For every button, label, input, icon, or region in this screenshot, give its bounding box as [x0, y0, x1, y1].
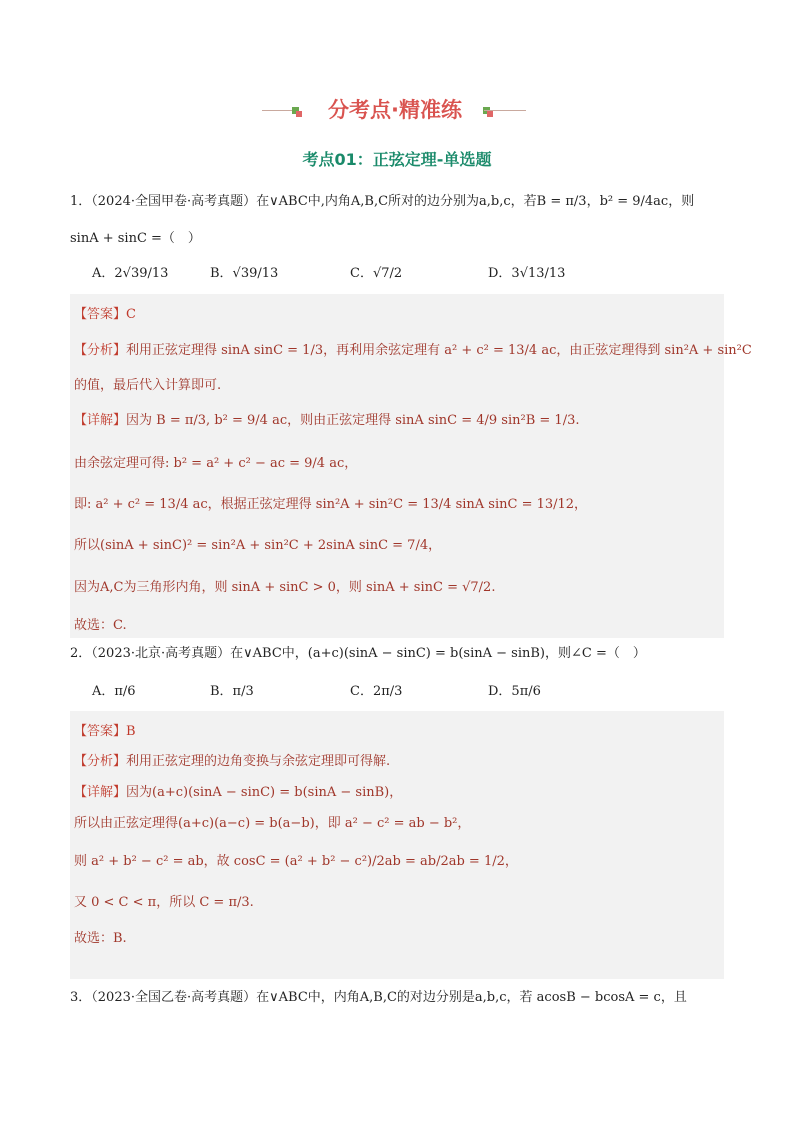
q2-option-a: A．π/6 — [92, 684, 136, 699]
q1-detail-line: 故选：C. — [74, 618, 127, 633]
q1-answer: 【答案】C — [74, 307, 136, 322]
q1-detail-line: 由余弦定理可得: b² = a² + c² − ac = 9/4 ac， — [74, 456, 358, 471]
q1-option-d: D．3√13/13 — [488, 266, 566, 281]
q1-detail-line: 所以(sinA + sinC)² = sin²A + sin²C + 2sinA sinC = 7/4， — [74, 538, 442, 553]
q1-detail-line: 【详解】因为 B = π/3, b² = 9/4 ac，则由正弦定理得 sinA sinC = 4/9 sin²B = 1/3. — [74, 413, 580, 428]
q1-option-b: B．√39/13 — [210, 266, 279, 281]
q1-stem-line1: 1．（2024·全国甲卷·高考真题）在∨ABC中,内角A,B,C所对的边分别为a,b,c，若B = π/3，b² = 9/4ac，则 — [70, 194, 695, 209]
q1-analysis-line1: 【分析】利用正弦定理得 sinA sinC = 1/3，再利用余弦定理有 a² + c² = 13/4 ac，由正弦定理得到 sin²A + sin²C — [74, 343, 752, 358]
q2-option-d: D．5π/6 — [488, 684, 541, 699]
header-deco-square — [487, 111, 493, 117]
header-rule-right — [484, 110, 526, 111]
page-header — [0, 92, 794, 126]
q2-detail-line: 故选：B. — [74, 931, 127, 946]
q2-detail-line: 又 0 < C < π，所以 C = π/3. — [74, 895, 254, 910]
q2-option-b: B．π/3 — [210, 684, 254, 699]
q2-stem: 2．（2023·北京·高考真题）在∨ABC中，(a+c)(sinA − sinC) = b(sinA − sinB)，则∠C =（ ） — [70, 646, 646, 661]
q2-answer: 【答案】B — [74, 724, 136, 739]
q1-stem-line2: sinA + sinC =（ ） — [70, 231, 201, 246]
q1-analysis-line2: 的值，最后代入计算即可. — [74, 378, 222, 393]
page-title: 分考点·精准练 — [328, 98, 462, 122]
section-label: 【分析】 — [74, 754, 127, 769]
q3-stem: 3．（2023·全国乙卷·高考真题）在∨ABC中，内角A,B,C的对边分别是a,b,c，若 acosB − bcosA = c，且 — [70, 990, 687, 1005]
q1-answer-box — [70, 294, 752, 638]
q1-option-a: A．2√39/13 — [92, 266, 169, 281]
header-rule-left — [262, 110, 294, 111]
header-deco-square — [296, 111, 302, 117]
q1-detail-line: 因为A,C为三角形内角，则 sinA + sinC > 0，则 sinA + sinC = √7/2. — [74, 580, 496, 595]
q2-detail-line: 则 a² + b² − c² = ab，故 cosC = (a² + b² − c²)/2ab = ab/2ab = 1/2， — [74, 854, 518, 869]
q2-detail-line: 【详解】因为(a+c)(sinA − sinC) = b(sinA − sinB)， — [74, 785, 403, 800]
q2-analysis: 【分析】利用正弦定理的边角变换与余弦定理即可得解. — [74, 754, 391, 769]
section-subtitle: 考点01：正弦定理-单选题 — [302, 150, 492, 169]
q2-detail-line: 所以由正弦定理得(a+c)(a−c) = b(a−b)，即 a² − c² = ab − b²， — [74, 816, 471, 831]
q2-answer-box — [70, 711, 724, 979]
q1-detail-line: 即: a² + c² = 13/4 ac，根据正弦定理得 sin²A + sin²C = 13/4 sinA sinC = 13/12， — [74, 497, 588, 512]
q2-option-c: C．2π/3 — [350, 684, 403, 699]
q1-option-c: C．√7/2 — [350, 266, 403, 281]
section-label: 【详解】 — [74, 785, 127, 800]
section-label: 【详解】 — [74, 413, 127, 428]
section-label: 【分析】 — [74, 343, 127, 358]
